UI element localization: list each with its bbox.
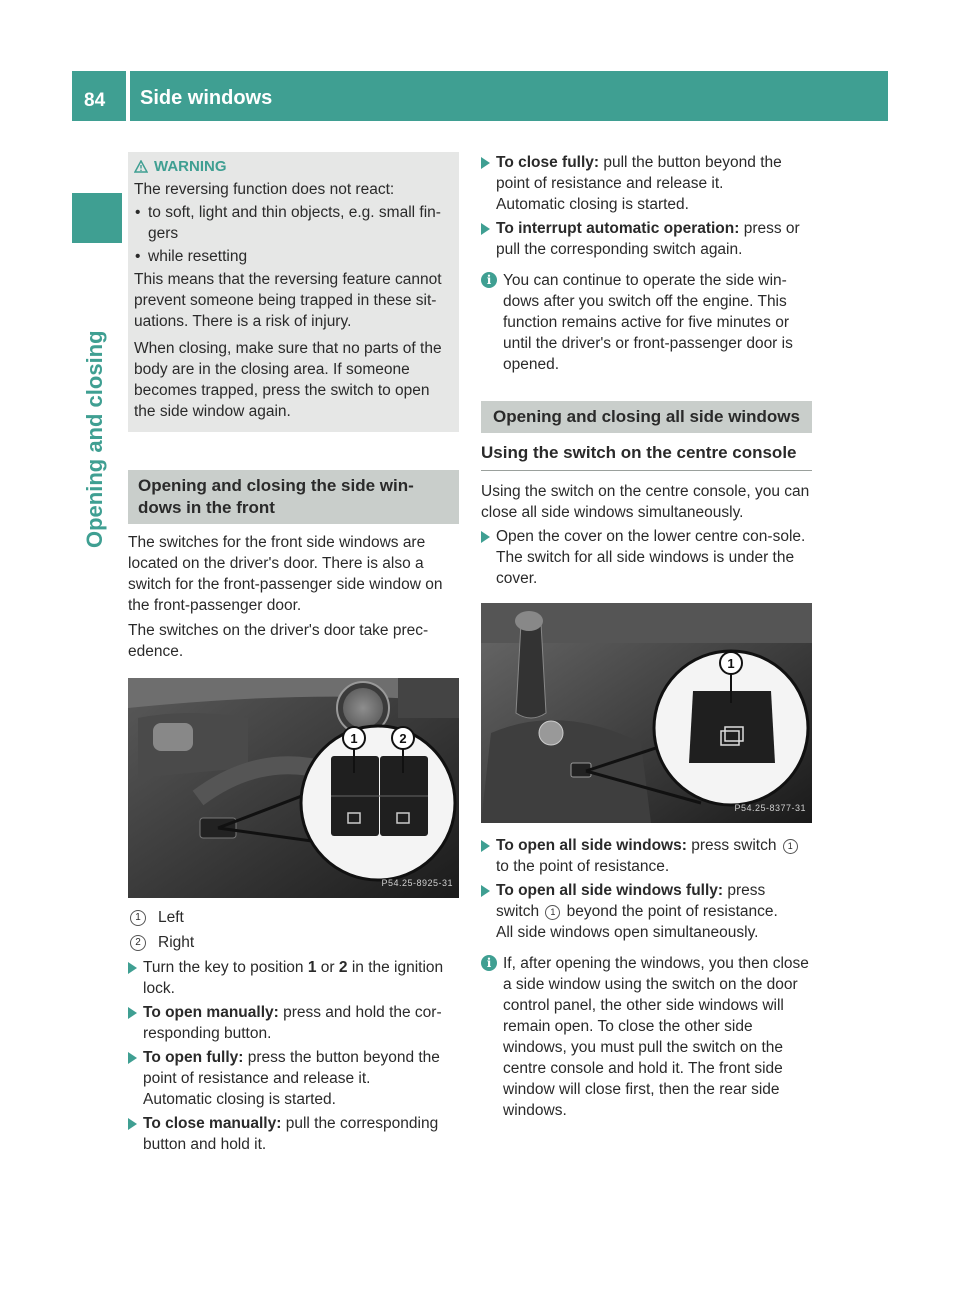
warning-para: When closing, make sure that no parts of the body are in the closing area. If someone becomes trapped, press the switch to open the side window again.	[134, 340, 442, 420]
door-switch-photo	[128, 678, 459, 898]
legend-label: Right	[158, 934, 195, 951]
side-tab	[72, 193, 122, 243]
door-switch-illustration	[128, 678, 459, 898]
legend-label: Left	[158, 909, 184, 926]
arrow-icon	[481, 531, 490, 543]
legend-number: 2	[130, 935, 146, 951]
step	[481, 152, 812, 215]
step	[481, 218, 812, 260]
step	[481, 880, 812, 943]
step	[128, 1002, 459, 1044]
section-heading-front: Opening and closing the side win-dows in the front	[128, 470, 459, 524]
section-heading-all: Opening and closing all side windows	[481, 401, 812, 433]
warning-title-text: WARNING	[154, 158, 227, 175]
step-text: press the button beyond the point of resistance and release it.	[143, 1049, 440, 1087]
header-bar	[72, 71, 888, 121]
step-text: Turn the key to position	[143, 959, 308, 976]
step-text: in the ignition lock.	[143, 959, 444, 997]
page-title: Side windows	[140, 87, 273, 109]
callout-1: 1	[350, 731, 358, 746]
arrow-icon	[128, 1052, 137, 1064]
subheading: Using the switch on the centre console	[481, 442, 812, 471]
position-number: 2	[338, 959, 348, 976]
arrow-icon	[128, 962, 137, 974]
step-text: or	[316, 959, 339, 976]
info-text: If, after opening the windows, you then close a side window using the switch on the door control panel, the other side windows will remain open. To close the other side windows, you must pull the switch on the centre console and hold it. The front side window will close first, then the rear side windows.	[503, 955, 809, 1119]
step-text: Open the cover on the lower centre con-sole.	[496, 528, 806, 545]
section-side-label: Opening and closing	[82, 330, 107, 548]
step-label: To open manually:	[143, 1004, 279, 1021]
paragraph: The switches for the front side windows are located on the driver's door. There is also a switch for the front-passenger side window on the front-passenger door.	[128, 534, 443, 614]
right-column	[481, 152, 812, 1131]
figure-code: P54.25-8925-31	[381, 878, 453, 888]
warning-bullet: • while resetting	[134, 246, 453, 267]
step-label: To open all side windows fully:	[496, 882, 724, 899]
callout-2: 2	[399, 731, 407, 746]
step-text: to the point of resistance.	[496, 858, 670, 875]
warning-title	[134, 156, 453, 177]
legend-item	[128, 907, 459, 928]
step	[128, 957, 459, 999]
page-number: 84	[84, 90, 106, 111]
arrow-icon	[128, 1118, 137, 1130]
step-extra: Automatic closing is started.	[143, 1091, 336, 1108]
legend-item	[128, 932, 459, 953]
step-extra: All side windows open simultaneously.	[496, 924, 759, 941]
info-note	[481, 270, 812, 375]
step-label: To close fully:	[496, 154, 600, 171]
info-icon: i	[481, 272, 497, 288]
arrow-icon	[128, 1007, 137, 1019]
warning-box	[128, 152, 459, 432]
step-label: To interrupt automatic operation:	[496, 220, 740, 237]
step-text: press switch	[686, 837, 781, 854]
warning-para: This means that the reversing feature cannot prevent someone being trapped in these sit-uations. There is a risk of injury.	[134, 271, 442, 330]
step-text: beyond the point of resistance.	[562, 903, 778, 920]
step	[128, 1113, 459, 1155]
warning-bullet: • to soft, light and thin objects, e.g. small fin-gers	[134, 202, 453, 244]
info-icon: i	[481, 955, 497, 971]
arrow-icon	[481, 840, 490, 852]
switch-number: 1	[783, 839, 798, 854]
step-text: press switch	[496, 882, 766, 920]
arrow-icon	[481, 223, 490, 235]
paragraph: The switches on the driver's door take prec-edence.	[128, 622, 429, 660]
step	[128, 1047, 459, 1110]
switch-number: 1	[545, 905, 560, 920]
legend-number: 1	[130, 910, 146, 926]
arrow-icon	[481, 885, 490, 897]
step-label: To close manually:	[143, 1115, 282, 1132]
step	[481, 526, 812, 589]
warning-triangle-icon	[134, 160, 148, 173]
step-label: To open all side windows:	[496, 837, 687, 854]
centre-console-illustration	[481, 603, 812, 823]
position-number: 1	[307, 959, 317, 976]
info-note	[481, 953, 812, 1121]
warning-intro: The reversing function does not react:	[134, 181, 395, 198]
step-extra: Automatic closing is started.	[496, 196, 689, 213]
step-label: To open fully:	[143, 1049, 244, 1066]
figure-code: P54.25-8377-31	[734, 803, 806, 813]
callout-1: 1	[727, 656, 735, 671]
step	[481, 835, 812, 877]
header-divider	[126, 71, 130, 121]
step-text: press and hold the cor-responding button.	[143, 1004, 442, 1042]
step-text: press or pull the corresponding switch again.	[496, 220, 800, 258]
step-text: pull the corresponding button and hold it.	[143, 1115, 439, 1153]
centre-console-photo	[481, 603, 812, 823]
left-column	[128, 152, 459, 1158]
step-extra: The switch for all side windows is under the cover.	[496, 549, 795, 587]
arrow-icon	[481, 157, 490, 169]
paragraph: Using the switch on the centre console, you can close all side windows simultaneously.	[481, 483, 810, 521]
info-text: You can continue to operate the side win-dows after you switch off the engine. This function remains active for five minutes or until the driver's or front-passenger door is opened.	[503, 272, 793, 373]
step-text: pull the button beyond the point of resistance and release it.	[496, 154, 782, 192]
